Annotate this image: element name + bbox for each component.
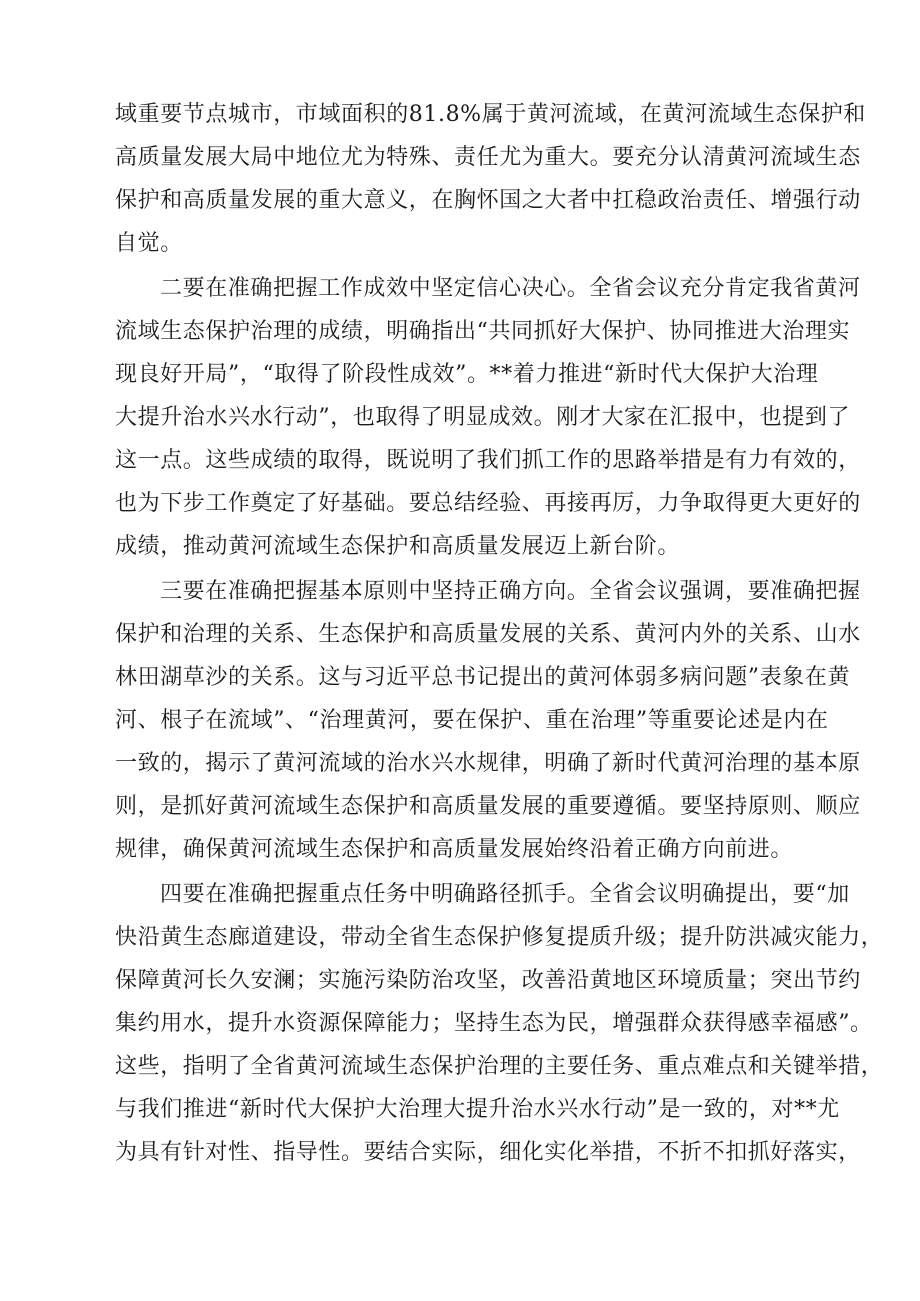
- text-line: 成绩，推动黄河流域生态保护和高质量发展迈上新台阶。: [115, 534, 681, 559]
- text-line: 规律，确保黄河流域生态保护和高质量发展始终沿着正确方向前进。: [115, 837, 794, 862]
- text-line: 快沿黄生态廊道建设，带动全省生态保护修复提质升级；提升防洪减灾能力，: [115, 925, 884, 950]
- text-line: 保护和治理的关系、生态保护和高质量发展的关系、黄河内外的关系、山水: [115, 622, 861, 647]
- text-line: 与我们推进“新时代大保护大治理大提升治水兴水行动”是一致的，对**尤: [115, 1097, 840, 1122]
- text-line: 自觉。: [115, 231, 183, 256]
- text-line: 大提升治水兴水行动”，也取得了明显成效。刚才大家在汇报中，也提到了: [115, 405, 851, 430]
- text-line: 这一点。这些成绩的取得，既说明了我们抓工作的思路举措是有力有效的，: [115, 448, 861, 473]
- text-line: 林田湖草沙的关系。这与习近平总书记提出的黄河体弱多病问题”表象在黄: [115, 665, 851, 690]
- text-line: 一致的，揭示了黄河流域的治水兴水规律，明确了新时代黄河治理的基本原: [115, 751, 861, 776]
- text-line: 也为下步工作奠定了好基础。要总结经验、再接再厉，力争取得更大更好的: [115, 491, 861, 516]
- text-line: 这些，指明了全省黄河流域生态保护治理的主要任务、重点难点和关键举措，: [115, 1054, 884, 1079]
- text-line: 集约用水，提升水资源保障能力；坚持生态为民，增强群众获得感幸福感”。: [115, 1011, 873, 1036]
- paragraph-first-line: 三要在准确把握基本原则中坚持正确方向。全省会议强调，要准确把握: [160, 579, 861, 604]
- text-line: 流域生态保护治理的成绩，明确指出“共同抓好大保护、协同推进大治理实: [115, 319, 851, 344]
- text-line: 保障黄河长久安澜；实施污染防治攻坚，改善沿黄地区环境质量；突出节约: [115, 968, 861, 993]
- text-line: 河、根子在流域”、“治理黄河，要在保护、重在治理”等重要论述是内在: [115, 708, 829, 733]
- text-line: 高质量发展大局中地位尤为特殊、责任尤为重大。要充分认清黄河流域生态: [115, 145, 861, 170]
- paragraph-first-line: 四要在准确把握重点任务中明确路径抓手。全省会议明确提出，要“加: [160, 882, 850, 907]
- text-line: 为具有针对性、指导性。要结合实际，细化实化举措，不折不扣抓好落实，: [115, 1140, 861, 1165]
- text-line: 现良好开局”，“取得了阶段性成效”。**着力推进“新时代大保护大治理: [115, 362, 819, 387]
- text-line: 保护和高质量发展的重大意义，在胸怀国之大者中扛稳政治责任、增强行动: [115, 188, 861, 213]
- paragraph-first-line: 二要在准确把握工作成效中坚定信心决心。全省会议充分肯定我省黄河: [160, 276, 861, 301]
- text-line: 域重要节点城市，市域面积的81.8%属于黄河流域，在黄河流域生态保护和: [115, 102, 866, 127]
- text-line: 则，是抓好黄河流域生态保护和高质量发展的重要遵循。要坚持原则、顺应: [115, 794, 861, 819]
